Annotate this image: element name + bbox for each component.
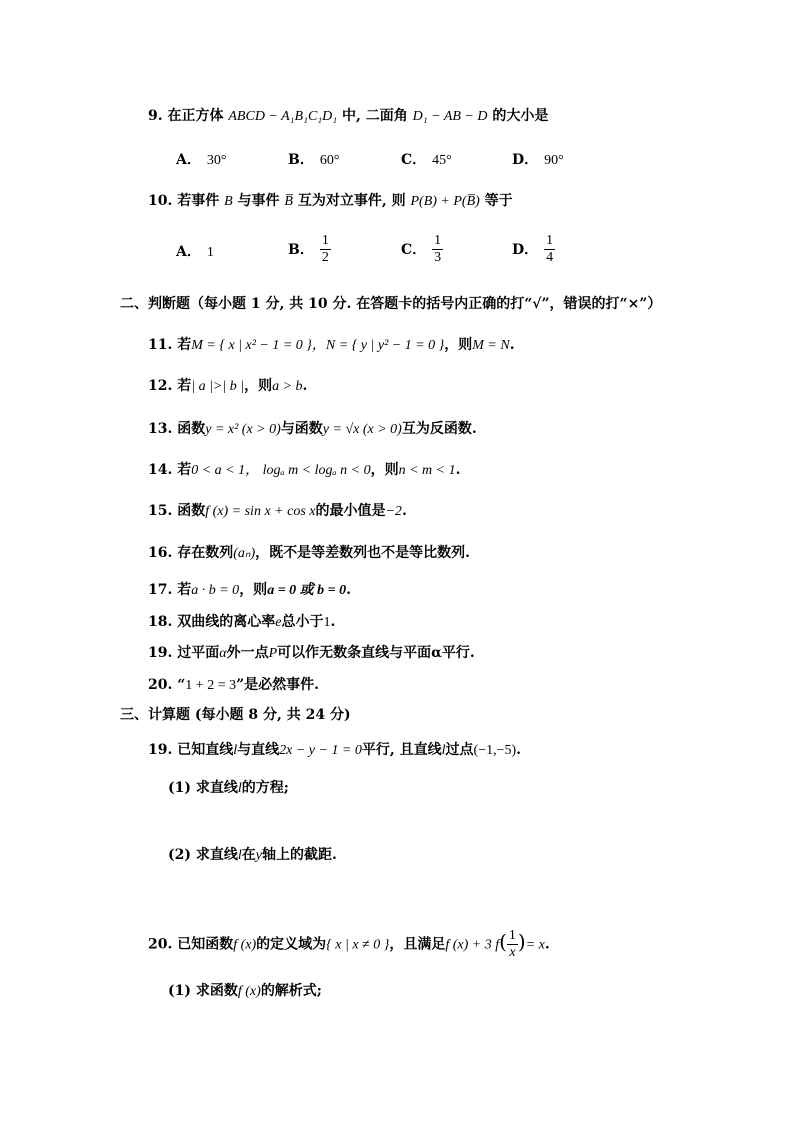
judge-item-13: 13. 函数y = x² (x > 0)与函数y = √x (x > 0)互为反函数.	[148, 421, 477, 437]
question-19-part-1: (1) 求直线l的方程;	[168, 780, 289, 796]
question-19-part-2: (2) 求直线l在y轴上的截距.	[168, 847, 337, 863]
section-3-heading: 三、计算题 (每小题 8 分, 共 24 分)	[120, 707, 351, 723]
judge-item-19: 19. 过平面α外一点P可以作无数条直线与平面α平行.	[148, 645, 475, 661]
question-20-part-1: (1) 求函数f (x)的解析式;	[168, 983, 322, 999]
judge-item-14: 14. 若0 < a < 1， logₐ m < logₐ n < 0，则n < m < 1.	[148, 462, 461, 478]
judge-item-11: 11. 若M = { x | x² − 1 = 0 }，N = { y | y² − 1 = 0 }，则M = N.	[148, 337, 515, 353]
fraction: $\frac{1}{4}$	[546, 233, 554, 265]
q9-option-b: B． 60°	[288, 152, 340, 168]
judge-item-17: 17. 若a · b = 0，则a = 0 或 b = 0.	[148, 582, 352, 598]
question-19: 19. 已知直线l与直线2x − y − 1 = 0平行, 且直线l过点(−1,−5).	[148, 742, 522, 758]
fraction: $\frac{1}{3}$	[434, 233, 442, 265]
judge-item-12: 12. 若| a |>| b |，则a > b.	[148, 378, 308, 394]
judge-item-18: 18. 双曲线的离心率e总小于1.	[148, 614, 336, 630]
q9-option-c: C． 45°	[401, 152, 452, 168]
judge-item-15: 15. 函数f (x) = sin x + cos x的最小值是−2.	[148, 503, 407, 519]
judge-item-20: 20. “1 + 2 = 3”是必然事件.	[148, 677, 320, 693]
fraction: $\frac{1}{2}$	[321, 233, 329, 265]
judge-item-16: 16. 存在数列(aₙ)，既不是等差数列也不是等比数列.	[148, 545, 471, 561]
question-9: 9. 在正方体 ABCD − A₁B₁C₁D₁ 中, 二面角 D₁ − AB − D 的大小是	[148, 108, 549, 124]
question-20: 20. 已知函数f (x)的定义域为{ x | x ≠ 0 }，且满足f (x) + 3 f( $\frac{1}{x}$ )= x.	[148, 928, 550, 960]
q10-option-a: A． 1	[176, 244, 214, 260]
q10-option-d: D． $\frac{1}{4}$	[512, 233, 554, 265]
q9-option-a: A． 30°	[176, 152, 227, 168]
section-2-heading: 二、判断题（每小题 1 分, 共 10 分. 在答题卡的括号内正确的打“√”，错误的打“×”）	[120, 296, 662, 312]
q9-option-d: D． 90°	[512, 152, 564, 168]
fraction: $\frac{1}{x}$	[508, 928, 516, 960]
question-10: 10. 若事件 B 与事件 B̅ 互为对立事件, 则 P(B) + P(B̅) 等于	[148, 193, 513, 209]
q10-option-b: B． $\frac{1}{2}$	[288, 233, 329, 265]
q10-option-c: C． $\frac{1}{3}$	[401, 233, 442, 265]
